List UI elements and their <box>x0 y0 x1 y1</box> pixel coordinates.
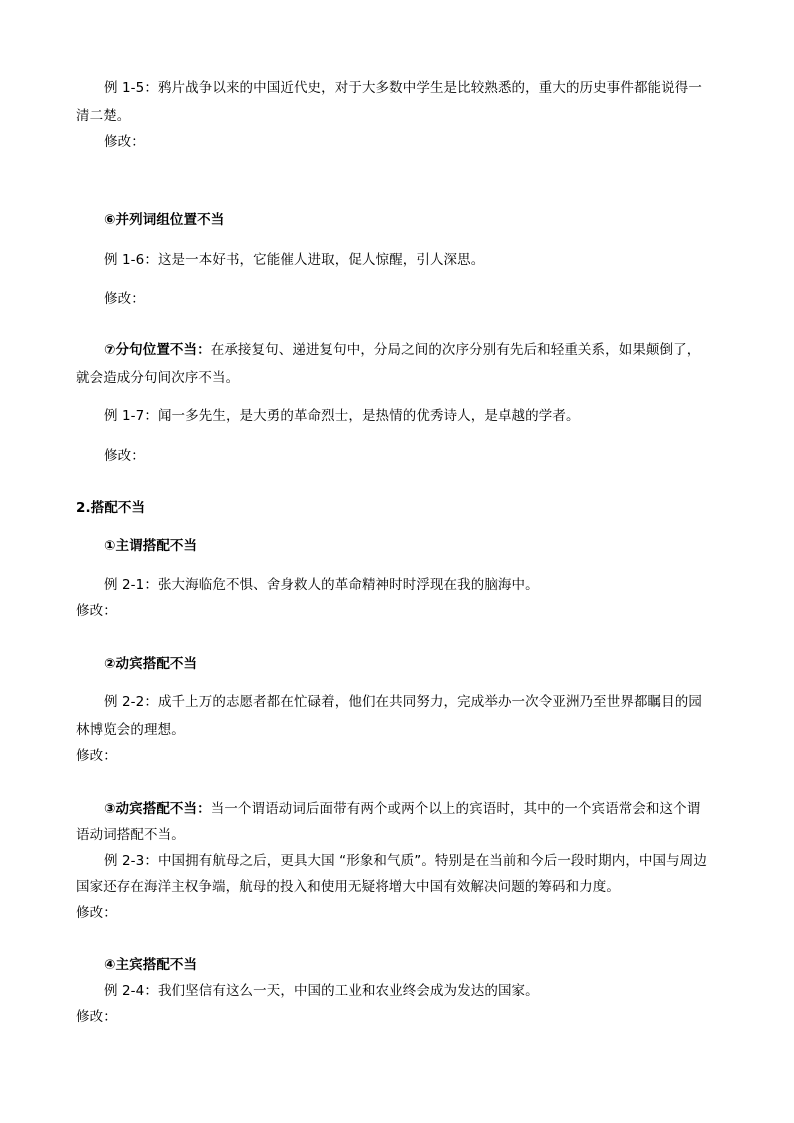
example-1-5-line-2: 清二楚。 <box>76 108 131 124</box>
example-2-2-line-1: 例 2-2：成千上万的志愿者都在忙碌着，他们在共同努力，完成举办一次令亚洲乃至世界都瞩目的园 <box>104 694 702 710</box>
revision-label: 修改： <box>104 448 145 464</box>
verb-object-title: ③动宾搭配不当： <box>104 801 211 817</box>
subheading-verb-object-multi <box>104 799 700 819</box>
clause-order-description-line-2: 就会造成分句间次序不当。 <box>76 370 240 386</box>
revision-label: 修改： <box>76 748 117 764</box>
clause-order-description: 在承接复句、递进复句中，分局之间的次序分别有先后和轻重关系，如果颠倒了， <box>210 342 701 358</box>
example-2-1: 例 2-1：张大海临危不惧、舍身救人的革命精神时时浮现在我的脑海中。 <box>104 577 539 593</box>
subheading-subject-predicate: ①主谓搭配不当 <box>104 538 198 554</box>
subheading-subject-object: ④主宾搭配不当 <box>104 957 198 973</box>
example-2-3-line-1: 例 2-3：中国拥有航母之后，更具大国 “形象和气质”。特别是在当前和今后一段时期内，中国与周边 <box>104 853 707 869</box>
revision-label: 修改： <box>76 603 117 619</box>
subheading-parallel-phrase: ⑥并列词组位置不当 <box>104 212 225 228</box>
revision-label: 修改： <box>76 905 117 921</box>
clause-order-title: ⑦分句位置不当： <box>104 342 211 358</box>
example-1-6: 例 1-6：这是一本好书，它能催人进取，促人惊醒，引人深思。 <box>104 252 485 268</box>
subheading-verb-object: ②动宾搭配不当 <box>104 656 198 672</box>
revision-label: 修改： <box>76 1009 117 1025</box>
verb-object-description-line-2: 语动词搭配不当。 <box>76 827 185 843</box>
verb-object-description: 当一个谓语动词后面带有两个或两个以上的宾语时，其中的一个宾语常会和这个谓 <box>210 801 701 817</box>
subheading-clause-order <box>104 340 700 360</box>
example-2-3-line-2: 国家还存在海洋主权争端，航母的投入和使用无疑将增大中国有效解决问题的筹码和力度。 <box>76 879 620 895</box>
example-1-5-line-1: 例 1-5：鸦片战争以来的中国近代史，对于大多数中学生是比较熟悉的，重大的历史事件都能说得一 <box>104 80 702 96</box>
revision-label: 修改： <box>104 291 145 307</box>
revision-label: 修改： <box>104 134 145 150</box>
section-heading-collocation: 2.搭配不当 <box>76 500 146 516</box>
example-1-7: 例 1-7：闻一多先生，是大勇的革命烈士，是热情的优秀诗人，是卓越的学者。 <box>104 408 580 424</box>
example-2-4: 例 2-4：我们坚信有这么一天，中国的工业和农业终会成为发达的国家。 <box>104 983 539 999</box>
example-2-2-line-2: 林博览会的理想。 <box>76 722 185 738</box>
